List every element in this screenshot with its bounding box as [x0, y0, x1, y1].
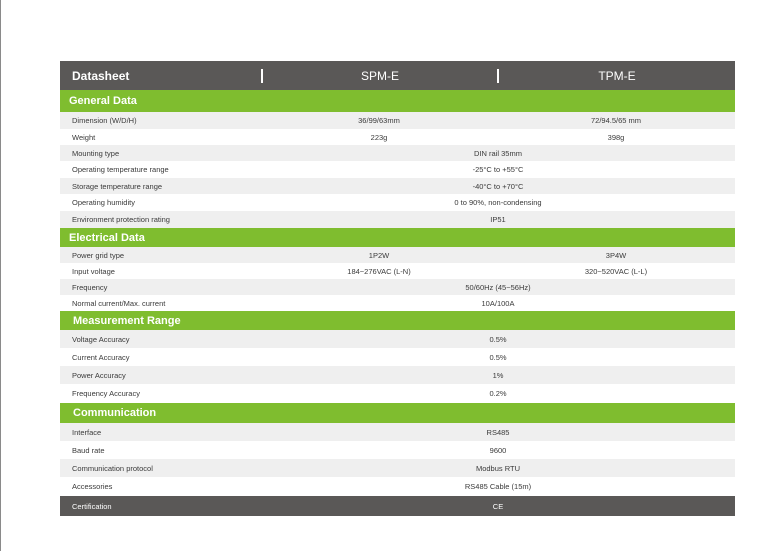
tpm-value: 320~520VAC (L-L): [584, 266, 648, 276]
table-row: [60, 459, 735, 477]
table-row: [60, 194, 735, 211]
datasheet-table: [60, 61, 735, 516]
spm-value: 223g: [370, 132, 388, 142]
datasheet-title: Datasheet: [72, 68, 130, 83]
row-label: Accessories: [72, 482, 113, 491]
shared-value: 0.5%: [489, 352, 507, 362]
table-row: [60, 263, 735, 279]
row-label: Interface: [72, 427, 102, 437]
section-general-data: General Data: [60, 90, 735, 112]
row-label: Storage temperature range: [72, 181, 163, 191]
column-header-spm: SPM-E: [261, 69, 497, 83]
table-row: [60, 211, 735, 228]
table-header: [60, 61, 735, 90]
shared-value: 10A/100A: [481, 298, 515, 308]
row-label: Dimension (W/D/H): [72, 116, 137, 125]
shared-value: RS485 Cable (15m): [464, 482, 532, 491]
table-row: [60, 441, 735, 459]
row-label: Mounting type: [72, 148, 120, 158]
shared-value: 0.5%: [489, 334, 507, 344]
row-label: Frequency: [72, 282, 108, 292]
shared-value: IP51: [490, 215, 506, 224]
spm-value: 1P2W: [368, 250, 390, 260]
shared-value: 0.2%: [489, 389, 507, 398]
row-label: Communication protocol: [72, 463, 153, 473]
row-label: Normal current/Max. current: [72, 298, 166, 308]
left-border-line: [0, 0, 1, 551]
row-label: Operating temperature range: [72, 165, 169, 174]
tpm-value: 398g: [607, 132, 625, 142]
row-label: Baud rate: [72, 445, 105, 455]
tpm-value: 3P4W: [605, 250, 627, 260]
row-label: Frequency Accuracy: [72, 389, 140, 398]
row-label: Voltage Accuracy: [72, 334, 130, 344]
section-communication: Communication: [60, 403, 735, 423]
row-label: Environment protection rating: [72, 215, 170, 224]
shared-value: 9600: [489, 445, 507, 455]
spm-value: 36/99/63mm: [358, 116, 400, 125]
row-label: Weight: [72, 132, 96, 142]
table-row: [60, 384, 735, 403]
table-row: [60, 330, 735, 348]
section-electrical-data: Electrical Data: [60, 228, 735, 247]
shared-value: DIN rail 35mm: [474, 148, 522, 158]
table-row: [60, 423, 735, 441]
table-row: [60, 145, 735, 161]
shared-value: 1%: [492, 370, 504, 380]
table-row: [60, 129, 735, 145]
table-row: [60, 178, 735, 194]
spm-value: 184~276VAC (L-N): [347, 266, 411, 276]
section-measurement-range: Measurement Range: [60, 311, 735, 330]
shared-value: -25°C to +55°C: [472, 165, 524, 174]
shared-value: RS485: [486, 427, 510, 437]
row-label: Current Accuracy: [72, 352, 130, 362]
certification-label: Certification: [72, 501, 112, 511]
shared-value: 0 to 90%, non-condensing: [454, 198, 542, 207]
shared-value: Modbus RTU: [475, 463, 521, 473]
table-row: [60, 161, 735, 178]
row-label: Operating humidity: [72, 198, 135, 207]
table-row: [60, 477, 735, 496]
table-row: [60, 279, 735, 295]
certification-row: [60, 496, 735, 516]
row-label: Power grid type: [72, 250, 125, 260]
row-label: Input voltage: [72, 266, 115, 276]
row-label: Power Accuracy: [72, 370, 126, 380]
table-row: [60, 348, 735, 366]
tpm-value: 72/94.5/65 mm: [590, 116, 642, 125]
certification-value: CE: [492, 501, 504, 511]
shared-value: 50/60Hz (45~56Hz): [465, 282, 531, 292]
table-row: [60, 295, 735, 311]
table-row: [60, 247, 735, 263]
table-row: [60, 366, 735, 384]
shared-value: -40°C to +70°C: [472, 181, 524, 191]
table-row: [60, 112, 735, 129]
column-header-tpm: TPM-E: [497, 69, 735, 83]
